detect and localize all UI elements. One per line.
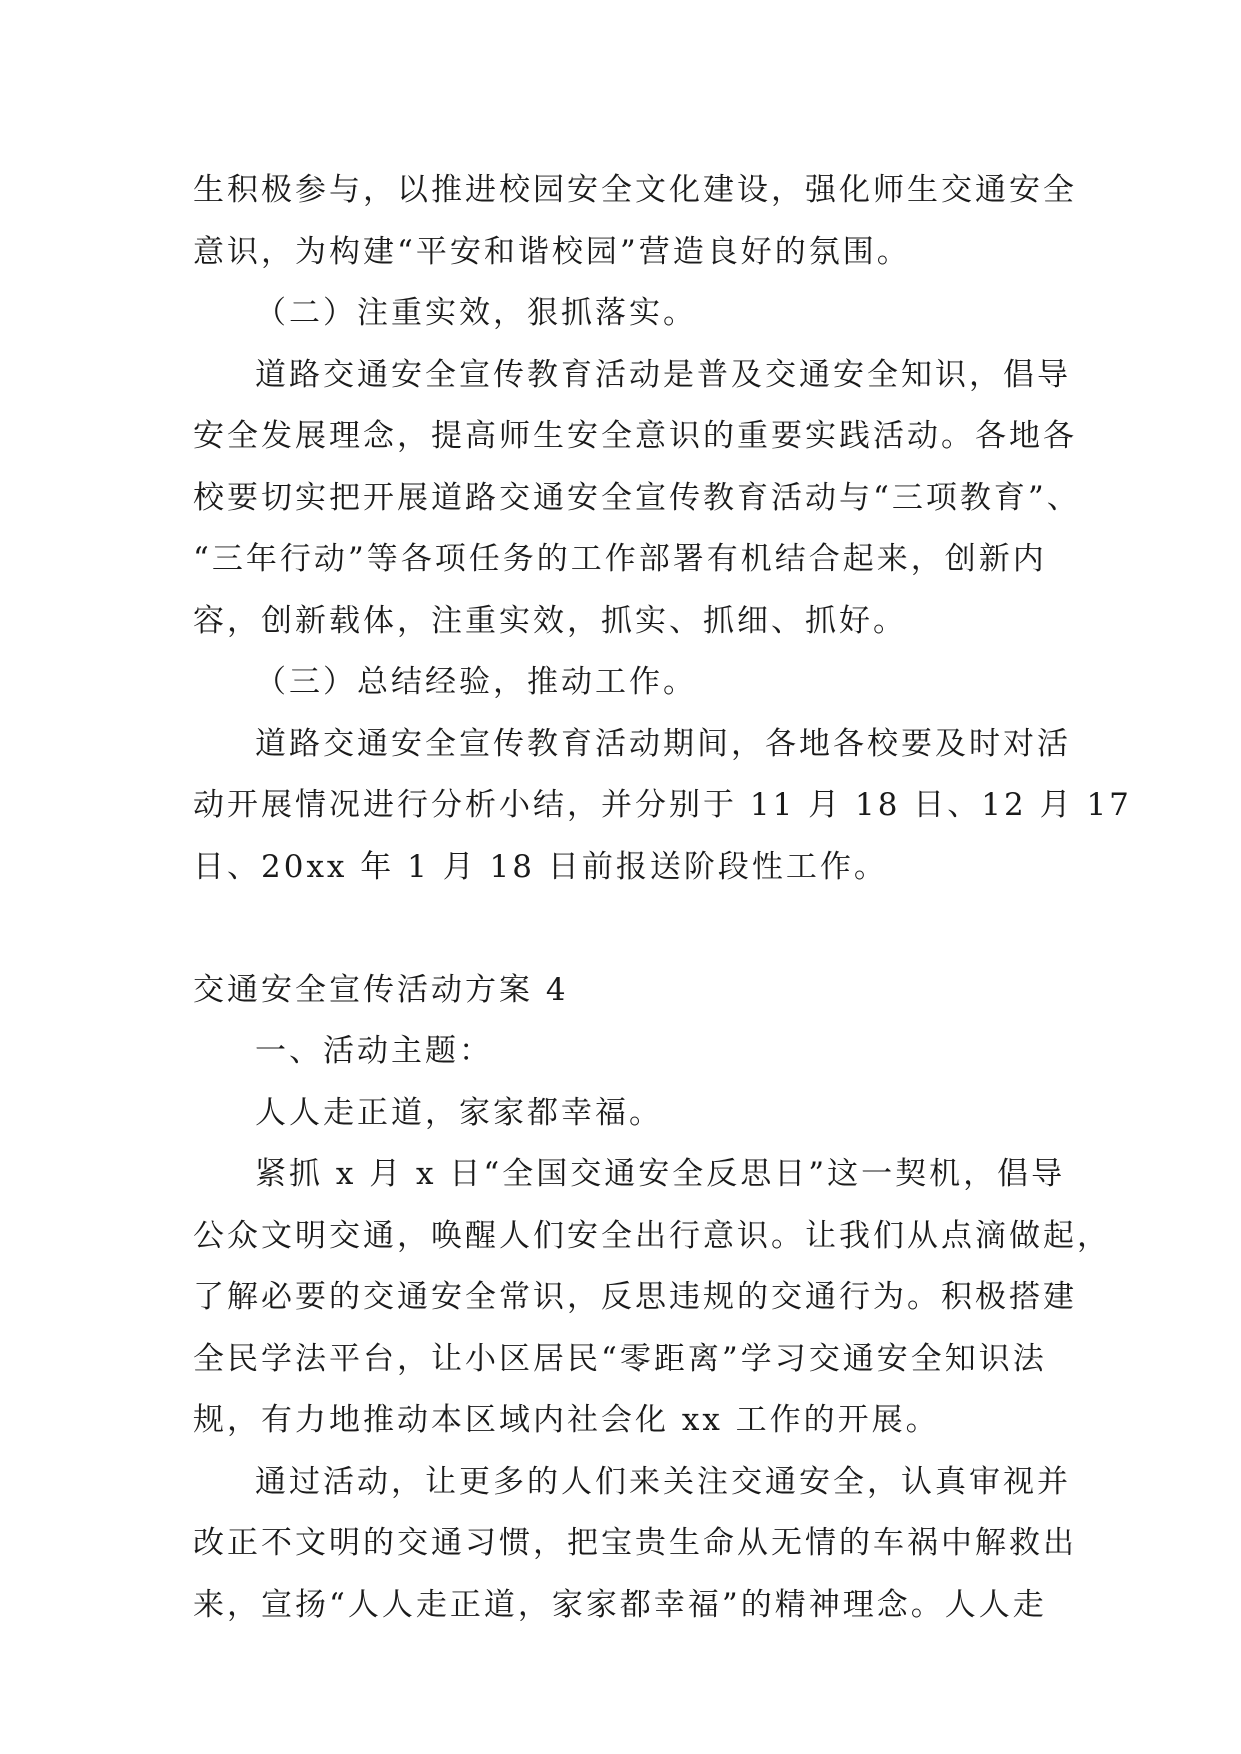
paragraph-line: 人人走正道，家家都幸福。 [255,1094,663,1131]
document-title: 交通安全宣传活动方案 4 [193,971,569,1008]
paragraph-line: 生积极参与，以推进校园安全文化建设，强化师生交通安全 [193,172,1077,208]
paragraph-line: 校要切实把开展道路交通安全宣传教育活动与“三项教育”、 [193,479,1081,516]
paragraph-line: 改正不文明的交通习惯，把宝贵生命从无情的车祸中解救出 [193,1525,1077,1561]
paragraph-line: 日、20xx 年 1 月 18 日前报送阶段性工作。 [193,848,888,885]
paragraph-line: 通过活动，让更多的人们来关注交通安全，认真审视并 [255,1463,1071,1500]
section-heading: （三）总结经验，推动工作。 [255,664,697,700]
section-heading: （二）注重实效，狠抓落实。 [255,295,697,331]
paragraph-line: 道路交通安全宣传教育活动是普及交通安全知识，倡导 [255,356,1071,393]
paragraph-line: 规，有力地推动本区域内社会化 xx 工作的开展。 [193,1402,940,1438]
paragraph-line: “三年行动”等各项任务的工作部署有机结合起来，创新内 [193,541,1047,577]
paragraph-line: 容，创新载体，注重实效，抓实、抓细、抓好。 [193,602,907,639]
paragraph-line: 安全发展理念，提高师生安全意识的重要实践活动。各地各 [193,418,1077,454]
paragraph-line: 意识，为构建“平安和谐校园”营造良好的氛围。 [193,233,911,270]
document-body [193,160,1132,1636]
paragraph-line: 道路交通安全宣传教育活动期间，各地各校要及时对活 [255,725,1071,762]
paragraph-line: 了解必要的交通安全常识，反思违规的交通行为。积极搭建 [193,1279,1077,1315]
paragraph-line: 全民学法平台，让小区居民“零距离”学习交通安全知识法 [193,1340,1047,1377]
paragraph-line: 来，宣扬“人人走正道，家家都幸福”的精神理念。人人走 [193,1586,1047,1623]
paragraph-line: 公众文明交通，唤醒人们安全出行意识。让我们从点滴做起， [193,1217,1111,1254]
paragraph-line: 动开展情况进行分析小结，并分别于 11 月 18 日、12 月 17 [193,787,1132,823]
section-heading: 一、活动主题： [255,1033,493,1069]
paragraph-line: 紧抓 x 月 x 日“全国交通安全反思日”这一契机，倡导 [255,1156,1066,1192]
blank-line [193,898,1093,960]
